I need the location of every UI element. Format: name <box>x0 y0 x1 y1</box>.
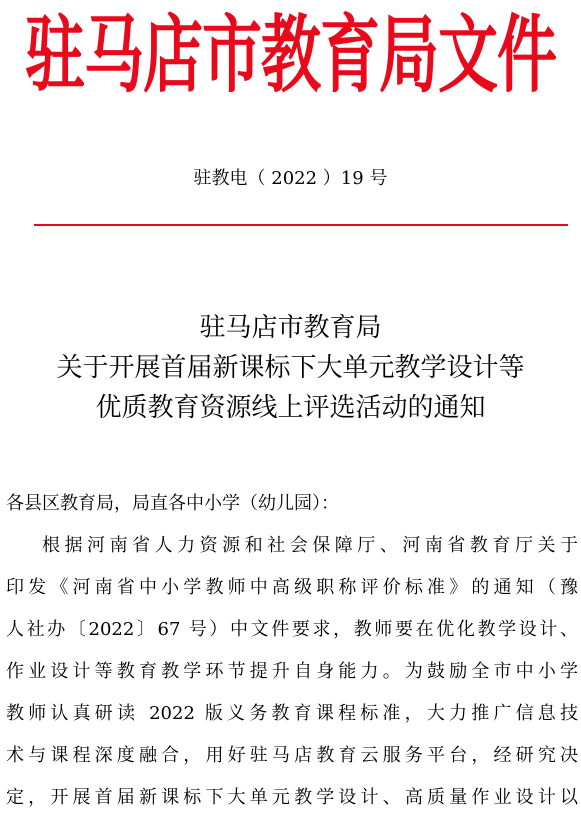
notice-title-line-2: 关于开展首届新课标下大单元教学设计等 <box>56 353 525 383</box>
notice-title-line-3: 优质教育资源线上评选活动的通知 <box>95 393 486 423</box>
body-line: 术与课程深度融合，用好驻马店教育云服务平台，经研究决 <box>6 745 578 766</box>
salutation: 各县区教育局，局直各中小学（幼儿园）： <box>6 493 339 514</box>
body-line: 作业设计等教育教学环节提升自身能力。为鼓励全市中小学 <box>6 661 578 682</box>
body-line: 印发《河南省中小学教师中高级职称评价标准》的通知（豫 <box>6 577 578 598</box>
body-line: 根据河南省人力资源和社会保障厅、河南省教育厅关于 <box>42 535 578 556</box>
document-number: 驻教电（ 2022 ）19 号 <box>193 168 388 189</box>
notice-body <box>6 483 578 819</box>
body-line: 人社办〔2022〕67 号）中文件要求，教师要在优化教学设计、 <box>6 619 578 640</box>
red-divider-line <box>34 224 568 226</box>
notice-title <box>0 308 581 428</box>
notice-title-line-1: 驻马店市教育局 <box>199 313 382 343</box>
body-line: 定，开展首届新课标下大单元教学设计、高质量作业设计以 <box>6 787 578 808</box>
body-line: 教师认真研读 2022 版义务教育课程标准，大力推广信息技 <box>6 703 578 724</box>
document-header-title: 驻马店市教育局文件 <box>25 7 556 105</box>
